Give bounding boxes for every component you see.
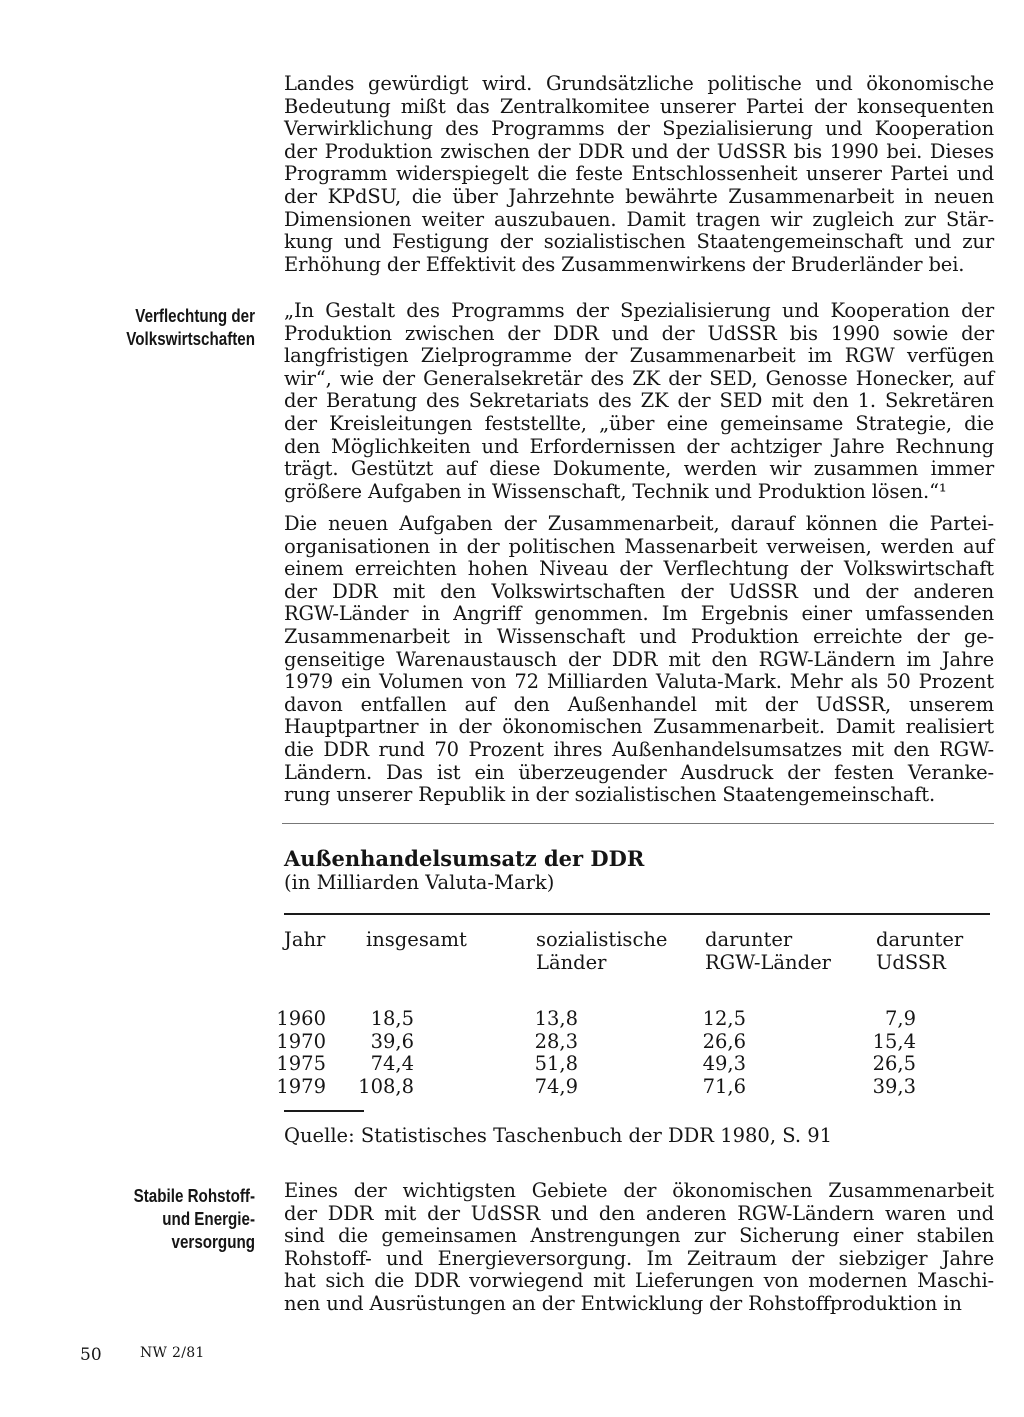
text-line: der Produktion zwischen der DDR und der UdSSR bis 1990 bei. Dieses: [284, 139, 994, 163]
text-line: trägt. Gestützt auf diese Dokumente, werden wir zusammen immer: [284, 457, 994, 481]
table-title: Außenhandelsumsatz der DDR: [284, 846, 645, 871]
cell-sozialistische: 13,8: [534, 1007, 578, 1030]
paragraph-3: [284, 513, 994, 807]
text-line: den Möglichkeiten und Erfordernissen der achtziger Jahre Rechnung: [284, 434, 994, 458]
paragraph-2: [284, 300, 994, 503]
cell-jahr: 1975: [276, 1052, 326, 1076]
text-line: nen und Ausrüstungen an der Entwicklung der Rohstoffproduktion in: [284, 1291, 962, 1315]
cell-insgesamt: 74,4: [370, 1052, 414, 1076]
sidenote-verflechtung: [112, 304, 256, 350]
header-line: RGW-Länder: [705, 950, 831, 974]
header-line: Jahr: [284, 928, 326, 951]
text-line: kung und Festigung der sozialistischen Staatengemeinschaft und zur: [284, 230, 994, 254]
sidenote-rohstoff: [112, 1184, 256, 1253]
table-header-udssr: [876, 929, 963, 974]
text-line: „In Gestalt des Programms der Spezialisierung und Kooperation der: [284, 299, 994, 322]
sidenote-line: und Energie-: [162, 1208, 255, 1229]
cell-udssr: 15,4: [872, 1029, 916, 1053]
cell-insgesamt: 108,8: [358, 1074, 414, 1098]
text-line: sind die gemeinsamen Anstrengungen zur Sicherung einer stabilen: [284, 1224, 994, 1248]
text-line: Ländern. Das ist ein überzeugender Ausdruck der festen Veranke-: [284, 760, 994, 784]
section-divider: [282, 823, 994, 824]
cell-sozialistische: 28,3: [534, 1029, 578, 1053]
cell-insgesamt: 39,6: [370, 1029, 414, 1053]
cell-jahr: 1960: [276, 1007, 326, 1030]
text-line: Rohstoff- und Energieversorgung. Im Zeitraum der siebziger Jahre: [284, 1246, 994, 1270]
text-line: der DDR mit den Volkswirtschaften der UdSSR und der anderen: [284, 579, 994, 603]
cell-sozialistische: 51,8: [534, 1052, 578, 1076]
text-line: Bedeutung mißt das Zentralkomitee unserer Partei der konsequenten: [284, 94, 994, 118]
paragraph-4: [284, 1180, 994, 1316]
text-line: größere Aufgaben in Wissenschaft, Technik und Produktion lösen.“¹: [284, 479, 947, 503]
text-line: Erhöhung der Effektivit des Zusammenwirkens der Bruderländer bei.: [284, 252, 965, 276]
sidenote-line: Stabile Rohstoff-: [133, 1185, 255, 1206]
table-source: Quelle: Statistisches Taschenbuch der DDR 1980, S. 91: [284, 1124, 833, 1147]
text-line: Landes gewürdigt wird. Grundsätzliche politische und ökonomische: [284, 72, 994, 95]
cell-jahr: 1970: [276, 1029, 326, 1053]
table-header-sozialistische: [536, 929, 667, 974]
text-line: Zusammenarbeit in Wissenschaft und Produktion erreichte der ge-: [284, 624, 994, 648]
table-bottom-rule: [284, 1110, 364, 1112]
text-line: hat sich die DDR vorwiegend mit Lieferungen von modernen Maschi-: [284, 1269, 994, 1293]
cell-rgw: 26,6: [702, 1029, 746, 1053]
cell-udssr: 7,9: [884, 1007, 916, 1030]
sidenote-line: Volkswirtschaften: [126, 328, 256, 349]
issue-label: NW 2/81: [140, 1345, 205, 1361]
cell-rgw: 71,6: [702, 1074, 746, 1098]
cell-jahr: 1979: [276, 1074, 326, 1098]
header-line: darunter: [705, 928, 793, 951]
table-header-jahr: [284, 929, 325, 952]
text-line: rung unserer Republik in der sozialistischen Staatengemeinschaft.: [284, 783, 936, 807]
paragraph-1: [284, 73, 994, 276]
page-number: 50: [80, 1345, 102, 1365]
text-line: der DDR mit der UdSSR und den anderen RGW-Ländern waren und: [284, 1201, 994, 1225]
text-line: der KPdSU, die über Jahrzehnte bewährte Zusammenarbeit in neuen: [284, 184, 994, 208]
text-line: RGW-Länder in Angriff genommen. Im Ergebnis einer umfassenden: [284, 602, 994, 626]
table-header-rgw: [705, 929, 831, 974]
table-top-rule: [284, 913, 990, 915]
text-line: der Beratung des Sekretariats des ZK der SED mit den 1. Sekretären: [284, 389, 994, 413]
cell-sozialistische: 74,9: [534, 1074, 578, 1098]
text-line: Verwirklichung des Programms der Spezialisierung und Kooperation: [284, 117, 994, 141]
text-line: davon entfallen auf den Außenhandel mit der UdSSR, unserem: [284, 692, 994, 716]
sidenote-line: Verflechtung der: [135, 305, 255, 326]
table-header-insgesamt: [366, 929, 467, 952]
text-line: die DDR rund 70 Prozent ihres Außenhandelsumsatzes mit den RGW-: [284, 737, 994, 761]
header-line: insgesamt: [366, 928, 467, 951]
text-line: Die neuen Aufgaben der Zusammenarbeit, darauf können die Partei-: [284, 512, 994, 535]
text-line: Eines der wichtigsten Gebiete der ökonomischen Zusammenarbeit: [284, 1179, 994, 1202]
cell-udssr: 39,3: [872, 1074, 916, 1098]
header-line: darunter: [876, 928, 964, 951]
text-line: 1979 ein Volumen von 72 Milliarden Valuta-Mark. Mehr als 50 Prozent: [284, 670, 994, 694]
sidenote-line: versorgung: [171, 1231, 255, 1252]
text-line: Dimensionen weiter auszubauen. Damit tragen wir zugleich zur Stär-: [284, 207, 994, 231]
table-subtitle: (in Milliarden Valuta-Mark): [284, 871, 555, 894]
header-line: UdSSR: [876, 950, 946, 974]
text-line: Hauptpartner in der ökonomischen Zusammenarbeit. Damit realisiert: [284, 715, 994, 739]
text-line: genseitige Warenaustausch der DDR mit den RGW-Ländern im Jahre: [284, 647, 994, 671]
text-line: Programm widerspiegelt die feste Entschlossenheit unserer Partei und: [284, 162, 994, 186]
header-line: sozialistische: [536, 928, 668, 951]
text-line: wir“, wie der Generalsekretär des ZK der SED, Genosse Honecker, auf: [284, 366, 994, 390]
cell-udssr: 26,5: [872, 1052, 916, 1076]
text-line: Produktion zwischen der DDR und der UdSSR bis 1990 sowie der: [284, 321, 994, 345]
cell-rgw: 12,5: [702, 1007, 746, 1030]
text-line: der Kreisleitungen feststellte, „über eine gemeinsame Strategie, die: [284, 411, 994, 435]
text-line: langfristigen Zielprogramme der Zusammenarbeit im RGW verfügen: [284, 344, 994, 368]
cell-insgesamt: 18,5: [370, 1007, 414, 1030]
text-line: organisationen in der politischen Massenarbeit verweisen, werden auf: [284, 534, 994, 558]
cell-rgw: 49,3: [702, 1052, 746, 1076]
text-line: einem erreichten hohen Niveau der Verflechtung der Volkswirtschaft: [284, 557, 994, 581]
header-line: Länder: [536, 950, 607, 974]
